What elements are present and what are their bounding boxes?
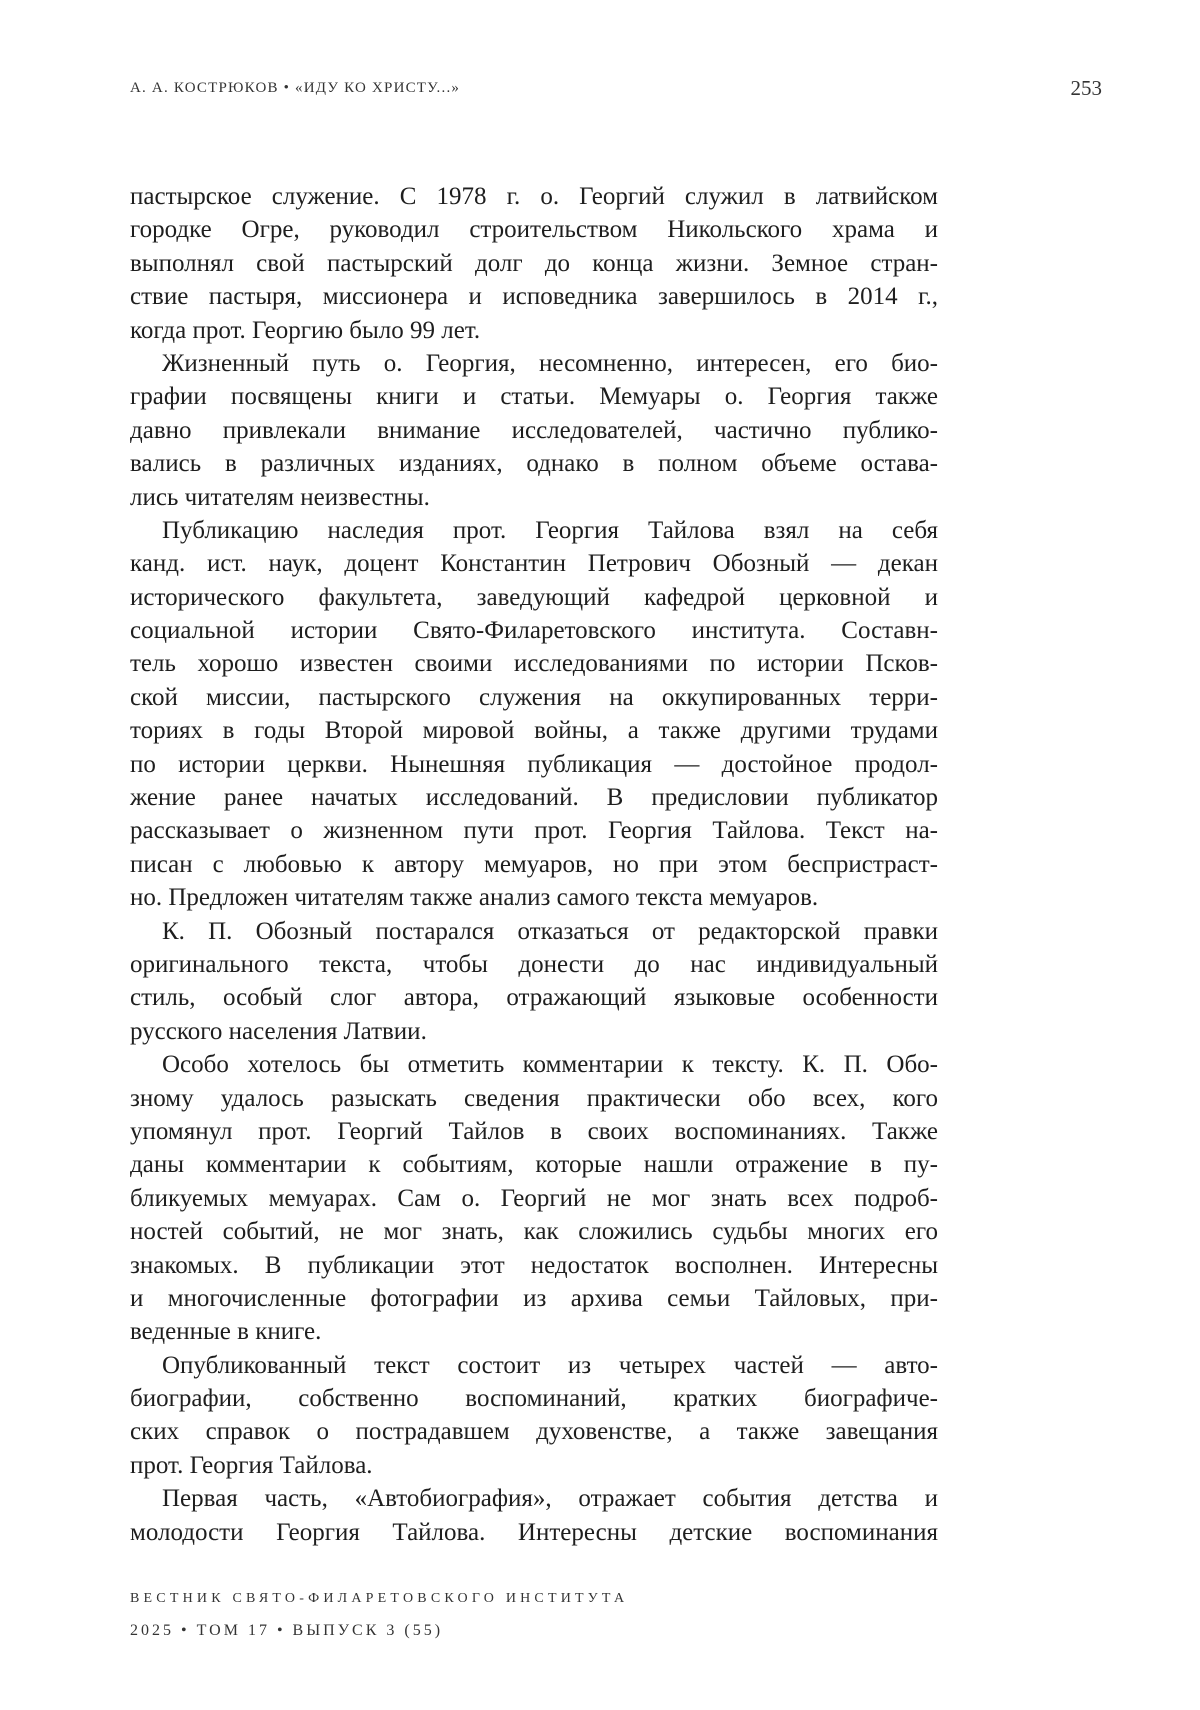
text-line: когда прот. Георгию было 99 лет. xyxy=(130,314,938,347)
text-line: Публикацию наследия прот. Георгия Тайлова взял на себя xyxy=(130,514,938,547)
text-line: ской миссии, пастырского служения на оккупированных терри- xyxy=(130,681,938,714)
text-line: графии посвящены книги и статьи. Мемуары о. Георгия также xyxy=(130,380,938,413)
paragraph xyxy=(130,180,938,347)
paragraph xyxy=(130,1349,938,1483)
paragraph xyxy=(130,1048,938,1349)
text-line: жение ранее начатых исследований. В предисловии публикатор xyxy=(130,781,938,814)
running-head: А. А. КОСТРЮКОВ • «ИДУ КО ХРИСТУ...» xyxy=(130,80,460,97)
page-number: 253 xyxy=(1071,76,1103,101)
text-line: лись читателям неизвестны. xyxy=(130,481,938,514)
text-line: упомянул прот. Георгий Тайлов в своих воспоминаниях. Также xyxy=(130,1115,938,1148)
text-line: знакомых. В публикации этот недостаток восполнен. Интересны xyxy=(130,1249,938,1282)
paragraph xyxy=(130,514,938,915)
text-line: Первая часть, «Автобиография», отражает события детства и xyxy=(130,1482,938,1515)
text-line: но. Предложен читателям также анализ самого текста мемуаров. xyxy=(130,881,938,914)
footer-issue-info: 2025 • ТОМ 17 • ВЫПУСК 3 (55) xyxy=(130,1622,443,1640)
text-line: рассказывает о жизненном пути прот. Георгия Тайлова. Текст на- xyxy=(130,814,938,847)
text-line: биографии, собственно воспоминаний, кратких биографиче- xyxy=(130,1382,938,1415)
text-line: русского населения Латвии. xyxy=(130,1015,938,1048)
body-text xyxy=(130,180,938,1549)
text-line: прот. Георгия Тайлова. xyxy=(130,1449,938,1482)
paragraph xyxy=(130,915,938,1049)
text-line: канд. ист. наук, доцент Константин Петрович Обозный — декан xyxy=(130,547,938,580)
text-line: К. П. Обозный постарался отказаться от редакторской правки xyxy=(130,915,938,948)
text-line: зному удалось разыскать сведения практически обо всех, кого xyxy=(130,1082,938,1115)
text-line: ториях в годы Второй мировой войны, а также другими трудами xyxy=(130,714,938,747)
text-line: тель хорошо известен своими исследованиями по истории Псков- xyxy=(130,647,938,680)
text-line: ских справок о пострадавшем духовенстве, а также завещания xyxy=(130,1415,938,1448)
text-line: стиль, особый слог автора, отражающий языковые особенности xyxy=(130,981,938,1014)
text-line: социальной истории Свято-Филаретовского института. Составн- xyxy=(130,614,938,647)
text-line: Опубликованный текст состоит из четырех частей — авто- xyxy=(130,1349,938,1382)
text-line: писан с любовью к автору мемуаров, но при этом беспристраст- xyxy=(130,848,938,881)
footer-journal-title: ВЕСТНИК СВЯТО-ФИЛАРЕТОВСКОГО ИНСТИТУТА xyxy=(130,1591,628,1607)
text-line: выполнял свой пастырский долг до конца жизни. Земное стран- xyxy=(130,247,938,280)
text-line: давно привлекали внимание исследователей, частично публико- xyxy=(130,414,938,447)
text-line: городке Огре, руководил строительством Никольского храма и xyxy=(130,213,938,246)
text-line: бликуемых мемуарах. Сам о. Георгий не мог знать всех подроб- xyxy=(130,1182,938,1215)
text-line: по истории церкви. Нынешняя публикация — достойное продол- xyxy=(130,748,938,781)
text-line: исторического факультета, заведующий кафедрой церковной и xyxy=(130,581,938,614)
text-line: и многочисленные фотографии из архива семьи Тайловых, при- xyxy=(130,1282,938,1315)
text-line: молодости Георгия Тайлова. Интересны детские воспоминания xyxy=(130,1516,938,1549)
text-line: оригинального текста, чтобы донести до нас индивидуальный xyxy=(130,948,938,981)
text-line: вались в различных изданиях, однако в полном объеме остава- xyxy=(130,447,938,480)
paragraph xyxy=(130,1482,938,1549)
text-line: Жизненный путь о. Георгия, несомненно, интересен, его био- xyxy=(130,347,938,380)
text-line: пастырское служение. С 1978 г. о. Георгий служил в латвийском xyxy=(130,180,938,213)
text-line: ствие пастыря, миссионера и исповедника завершилось в 2014 г., xyxy=(130,280,938,313)
text-line: веденные в книге. xyxy=(130,1315,938,1348)
text-line: Особо хотелось бы отметить комментарии к тексту. К. П. Обо- xyxy=(130,1048,938,1081)
paragraph xyxy=(130,347,938,514)
text-line: ностей событий, не мог знать, как сложились судьбы многих его xyxy=(130,1215,938,1248)
text-line: даны комментарии к событиям, которые нашли отражение в пу- xyxy=(130,1148,938,1181)
